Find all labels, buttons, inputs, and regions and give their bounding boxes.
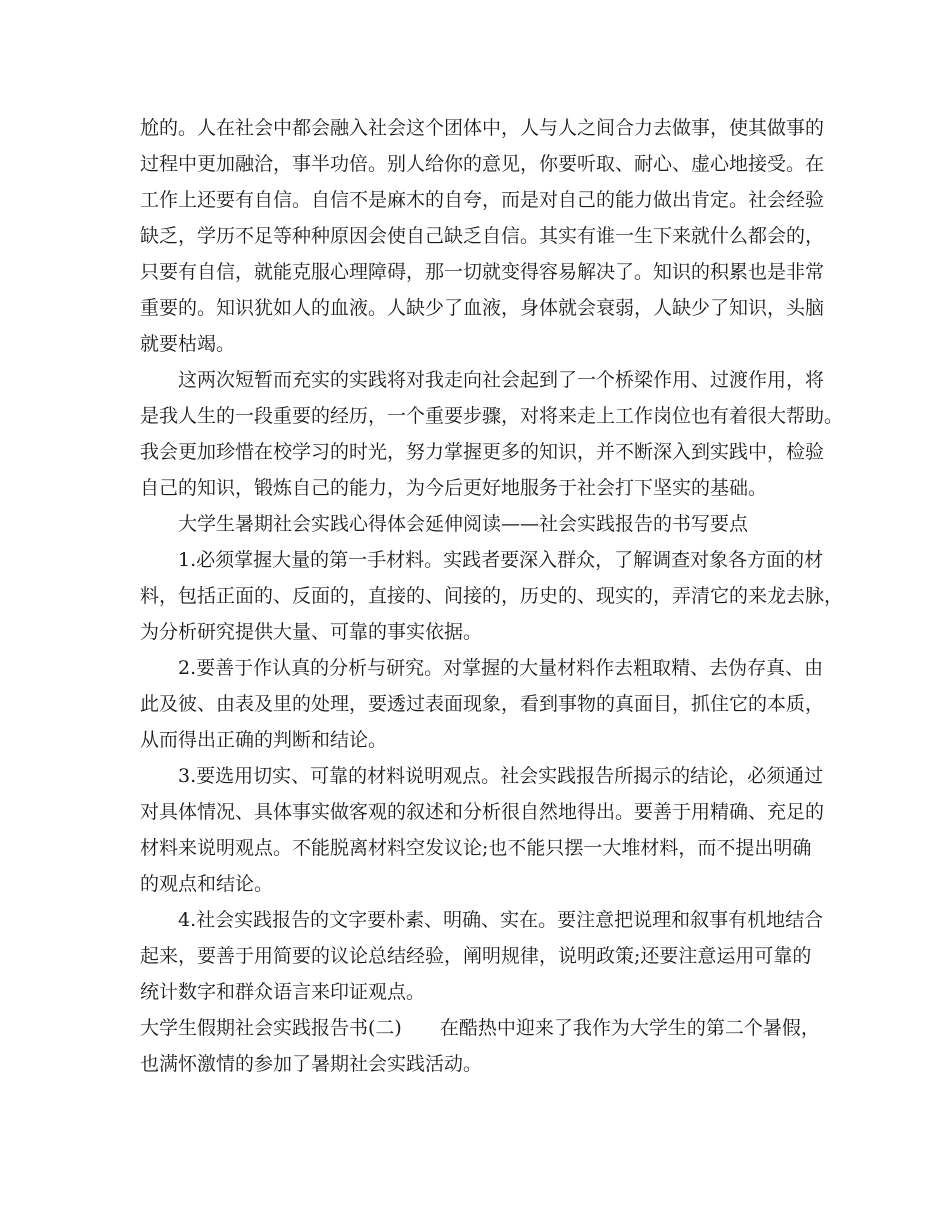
text-line: 只要有自信，就能克服心理障碍，那一切就变得容易解决了。知识的积累也是非常 bbox=[140, 261, 825, 283]
section-heading: 大学生暑期社会实践心得体会延伸阅读——社会实践报告的书写要点 bbox=[178, 513, 749, 535]
text-line: 从而得出正确的判断和结论。 bbox=[140, 729, 388, 751]
text-line: 统计数字和群众语言来印证观点。 bbox=[140, 981, 426, 1003]
text-line: 是我人生的一段重要的经历，一个重要步骤，对将来走上工作岗位也有着很大帮助。 bbox=[140, 405, 844, 427]
text-line: 尬的。人在社会中都会融入社会这个团体中，人与人之间合力去做事，使其做事的 bbox=[140, 117, 825, 139]
text-line: 为分析研究提供大量、可靠的事实依据。 bbox=[140, 621, 483, 643]
text-line: 的观点和结论。 bbox=[140, 873, 274, 895]
text-line: 起来，要善于用简要的议论总结经验，阐明规律，说明政策;还要注意运用可靠的 bbox=[140, 945, 812, 967]
text-line: 对具体情况、具体事实做客观的叙述和分析很自然地得出。要善于用精确、充足的 bbox=[140, 801, 825, 823]
paragraph-start-line: 这两次短暂而充实的实践将对我走向社会起到了一个桥梁作用、过渡作用，将 bbox=[178, 369, 825, 391]
paragraph-start-line: 2.要善于作认真的分析与研究。对掌握的大量材料作去粗取精、去伪存真、由 bbox=[178, 657, 824, 679]
text-line: 缺乏，学历不足等种种原因会使自己缺乏自信。其实有谁一生下来就什么都会的， bbox=[140, 225, 825, 247]
text-line: 自己的知识，锻炼自己的能力，为今后更好地服务于社会打下坚实的基础。 bbox=[140, 477, 768, 499]
paragraph-start-line: 3.要选用切实、可靠的材料说明观点。社会实践报告所揭示的结论，必须通过 bbox=[178, 765, 824, 787]
text-line: 过程中更加融洽，事半功倍。别人给你的意见，你要听取、耐心、虚心地接受。在 bbox=[140, 153, 825, 175]
text-line: 此及彼、由表及里的处理，要透过表面现象，看到事物的真面目，抓住它的本质， bbox=[140, 693, 825, 715]
report-title-line: 大学生假期社会实践报告书(二) 在酷热中迎来了我作为大学生的第二个暑假， bbox=[140, 1017, 820, 1039]
text-line: 我会更加珍惜在校学习的时光，努力掌握更多的知识，并不断深入到实践中，检验 bbox=[140, 441, 825, 463]
text-line: 材料来说明观点。不能脱离材料空发议论;也不能只摆一大堆材料，而不提出明确 bbox=[140, 837, 812, 859]
text-line: 料，包括正面的、反面的，直接的、间接的，历史的、现实的，弄清它的来龙去脉， bbox=[140, 585, 844, 607]
text-line: 工作上还要有自信。自信不是麻木的自夸，而是对自己的能力做出肯定。社会经验 bbox=[140, 189, 825, 211]
paragraph-start-line: 4.社会实践报告的文字要朴素、明确、实在。要注意把说理和叙事有机地结合 bbox=[178, 909, 824, 931]
text-line: 重要的。知识犹如人的血液。人缺少了血液，身体就会衰弱，人缺少了知识，头脑 bbox=[140, 297, 825, 319]
paragraph-start-line: 1.必须掌握大量的第一手材料。实践者要深入群众，了解调查对象各方面的材 bbox=[178, 549, 824, 571]
text-line: 也满怀激情的参加了暑期社会实践活动。 bbox=[140, 1053, 483, 1075]
text-line: 就要枯竭。 bbox=[140, 333, 236, 355]
